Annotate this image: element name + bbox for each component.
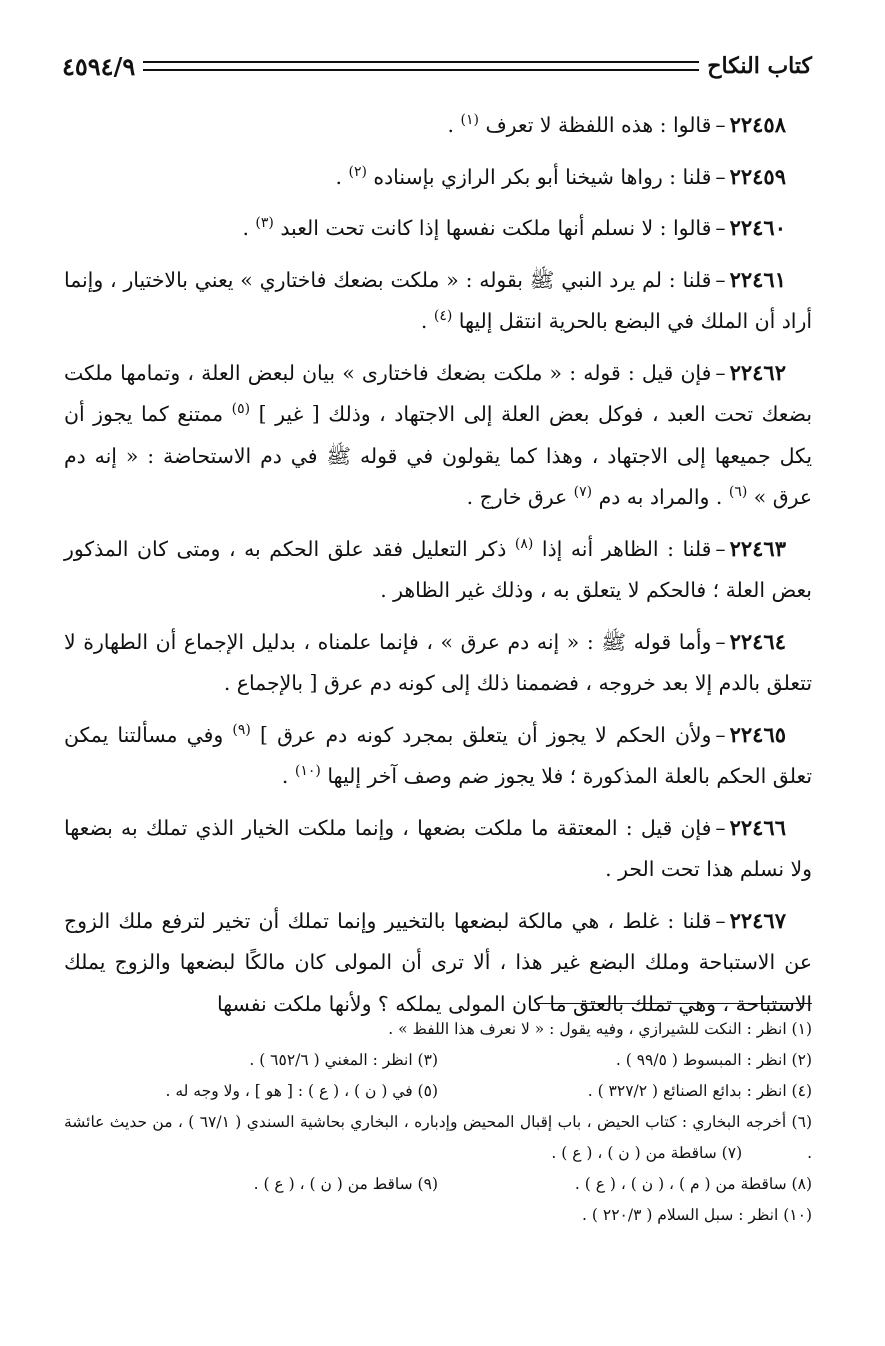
paragraph-text: وأما قوله ﷺ : « إنه دم عرق » ، فإنما علمناه ، بدليل الإجماع أن الطهارة لا تتعلق بالدم إلا بعد خروجه ، فضممنا ذلك إلى كونه دم عرق [ بالإجماع . (64, 629, 812, 695)
paragraph-22459: ٢٢٤٥٩–قلنا : رواها شيخنا أبو بكر الرازي بإسناده $^{(٢)}$ . (335, 163, 786, 189)
paragraph-22467: ٢٢٤٦٧–قلنا : غلط ، هي مالكة لبضعها بالتخيير وإنما تملك أن تخير لترفع ملك الزوج عن الاستباحة وملك البضع غير هذا ، ألا ترى أن المولى كان مالكًا لبضعها والزوج يملك الاستباحة ، وهي تملك بالعتق ما كان المولى يملكه ؟ ولأنها ملكت نفسها (64, 907, 812, 1016)
footnote-10: (١٠) انظر : سبل السلام ( ٢٢٠/٣ ) . (582, 1206, 812, 1224)
footnote-row (64, 1107, 812, 1169)
footnote-3: (٣) انظر : المغني ( ٦٥٢/٦ ) . (249, 1051, 438, 1069)
paragraph-text: ولأن الحكم لا يجوز أن يتعلق بمجرد كونه دم عرق ] (259, 722, 712, 747)
footnote-5: (٥) في ( ن ) ، ( ع ) : [ هو ] ، ولا وجه له . (165, 1082, 438, 1100)
paragraph-text: فإن قيل : قوله : « ملكت بضعك فاختارى » بيان لبعض العلة ، وتمامها ملكت بضعك تحت العبد ، فوكل بعض العلة إلى الاجتهاد ، وذلك [ غير ] (64, 360, 813, 426)
footnote-row (64, 1076, 812, 1107)
footnote-ref: (٤) (433, 308, 453, 325)
paragraph-text: قالوا : هذه اللفظة لا تعرف (485, 113, 712, 137)
paragraph-22460: ٢٢٤٦٠–قالوا : لا نسلم أنها ملكت نفسها إذا كانت تحت العبد $^{(٣)}$ . (242, 215, 786, 240)
footnote-ref: (٢) (348, 163, 367, 180)
paragraph-tail: . (447, 113, 461, 137)
paragraph-22462: ٢٢٤٦٢–فإن قيل : قوله : « ملكت بضعك فاختارى » بيان لبعض العلة ، وتمامها ملكت بضعك تحت العبد ، فوكل بعض العلة إلى الاجتهاد ، وذلك [ غير ] $^{(٥)}$ ممتنع كما يجوز أن يكل جميعها إلى الاجتهاد ، وهذا كما يقولون في قوله ﷺ في دم الاستحاضة : « إنه دم عرق » $^{(٦)}$ . والمراد به دم $^{(٧)}$ عرق خارج . (64, 359, 813, 509)
paragraph-22464: ٢٢٤٦٤–وأما قوله ﷺ : « إنه دم عرق » ، فإنما علمناه ، بدليل الإجماع أن الطهارة لا تتعلق بالدم إلا بعد خروجه ، فضممنا ذلك إلى كونه دم عرق [ بالإجماع . (64, 628, 812, 695)
footnote-ref: (٧) (573, 484, 593, 501)
footnote-ref: (٨) (514, 535, 534, 552)
page-number: ٤٥٩٤/٩ (62, 51, 136, 81)
paragraph-number: ٢٢٤٦٦ (729, 814, 786, 840)
paragraph-number: ٢٢٤٥٨ (729, 112, 786, 137)
footnote-row (64, 1014, 812, 1045)
footnote-4: (٤) انظر : بدائع الصنائع ( ٣٢٧/٢ ) . (587, 1082, 812, 1100)
footnote-separator (537, 1003, 812, 1004)
paragraph-tail: . (335, 164, 349, 189)
paragraph-text: فإن قيل : المعتقة ما ملكت بضعها ، وإنما ملكت الخيار الذي تملك به بضعها ولا نسلم هذا تحت الحر . (64, 815, 812, 881)
paragraph-number: ٢٢٤٥٩ (729, 163, 786, 189)
paragraph-22466: ٢٢٤٦٦–فإن قيل : المعتقة ما ملكت بضعها ، وإنما ملكت الخيار الذي تملك به بضعها ولا نسلم هذا تحت الحر . (64, 814, 812, 881)
footnote-ref: (٣) (255, 215, 274, 232)
footnote-9: (٩) ساقط من ( ن ) ، ( ع ) . (253, 1175, 438, 1193)
paragraph-number: ٢٢٤٦٣ (729, 535, 786, 561)
footnote-8: (٨) ساقطة من ( م ) ، ( ن ) ، ( ع ) . (574, 1175, 812, 1193)
footnote-ref: (١) (460, 112, 479, 129)
footnote-ref: (٩) (232, 721, 251, 738)
paragraph-number: ٢٢٤٦٠ (729, 215, 786, 240)
main-text (64, 104, 812, 1034)
footnote-ref: (٦) (728, 484, 748, 501)
paragraph-text: قالوا : لا نسلم أنها ملكت نفسها إذا كانت تحت العبد (280, 216, 712, 240)
footnote-6: (٦) أخرجه البخاري : كتاب الحيض ، باب إقبال المحيض وإدباره ، البخاري بحاشية السندي ( ٦٧/١ ) ، من حديث عائشة . (64, 1113, 812, 1162)
footnotes (64, 1014, 812, 1231)
paragraph-tail: . (281, 764, 295, 788)
paragraph-number: ٢٢٤٦٥ (729, 721, 787, 747)
paragraph-tail: ذكر التعليل فقد علق الحكم به ، ومتى كان المذكور بعض العلة ؛ فالحكم لا يتعلق به ، وذلك غير الظاهر . (64, 536, 812, 602)
paragraph-tail: . (420, 309, 434, 333)
paragraph-22465: ٢٢٤٦٥–ولأن الحكم لا يجوز أن يتعلق بمجرد كونه دم عرق ] $^{(٩)}$ وفي مسألتنا يمكن تعلق الحكم بالعلة المذكورة ؛ فلا يجوز ضم وصف آخر إليها $^{(١٠)}$ . (64, 721, 812, 788)
paragraph-number: ٢٢٤٦٧ (729, 907, 786, 933)
paragraph-text-cont: . والمراد به دم (598, 485, 729, 509)
paragraph-22463: ٢٢٤٦٣–قلنا : الظاهر أنه إذا $^{(٨)}$ ذكر التعليل فقد علق الحكم به ، ومتى كان المذكور بعض العلة ؛ فالحكم لا يتعلق به ، وذلك غير الظاهر . (64, 535, 812, 602)
paragraph-22458: ٢٢٤٥٨–قالوا : هذه اللفظة لا تعرف $^{(١)}$ . (447, 112, 786, 137)
paragraph-22461: ٢٢٤٦١–قلنا : لم يرد النبي ﷺ بقوله : « ملكت بضعك فاختاري » يعني بالاختيار ، وإنما أراد أن الملك في البضع بالحرية انتقل إليها $^{(٤)}$ . (64, 266, 812, 333)
paragraph-tail: عرق خارج . (466, 485, 574, 509)
footnote-ref: (٥) (231, 401, 251, 418)
paragraph-number: ٢٢٤٦٤ (729, 628, 786, 654)
paragraph-text: قلنا : غلط ، هي مالكة لبضعها بالتخيير وإنما تملك أن تخير لترفع ملك الزوج عن الاستباحة وملك البضع غير هذا ، ألا ترى أن المولى كان مالكًا لبضعها والزوج يملك الاستباحة ، وهي تملك بالعتق ما كان المولى يملكه ؟ ولأنها ملكت نفسها (64, 908, 812, 1016)
paragraph-text-cont: ممتنع كما يجوز أن يكل جميعها إلى الاجتهاد ، وهذا كما يقولون في قوله ﷺ في دم الاستحاضة : « إنه دم عرق » (64, 402, 812, 509)
running-header (62, 46, 812, 86)
footnote-1: (١) انظر : النكت للشيرازي ، وفيه يقول : « لا نعرف هذا اللفظ » . (388, 1020, 812, 1038)
header-rule (143, 61, 699, 71)
paragraph-text: قلنا : لم يرد النبي ﷺ بقوله : « ملكت بضعك فاختاري » يعني بالاختيار ، وإنما أراد أن الملك في البضع بالحرية انتقل إليها (64, 267, 812, 333)
footnote-7: (٧) ساقطة من ( ن ) ، ( ع ) . (551, 1144, 743, 1162)
footnote-2: (٢) انظر : المبسوط ( ٩٩/٥ ) . (615, 1051, 812, 1069)
footnote-ref: (١٠) (294, 763, 321, 780)
book-title: كتاب النكاح (707, 53, 812, 79)
paragraph-text: قلنا : رواها شيخنا أبو بكر الرازي بإسناده (373, 164, 712, 189)
paragraph-tail: . (242, 216, 256, 240)
paragraph-text: قلنا : الظاهر أنه إذا (541, 536, 712, 561)
footnote-row (64, 1045, 812, 1076)
footnote-row (64, 1169, 812, 1200)
paragraph-number: ٢٢٤٦١ (729, 266, 786, 292)
paragraph-number: ٢٢٤٦٢ (729, 359, 786, 385)
paragraph-text-cont: وفي مسألتنا يمكن تعلق الحكم بالعلة المذكورة ؛ فلا يجوز ضم وصف آخر إليها (64, 722, 812, 788)
footnote-row (64, 1200, 812, 1231)
